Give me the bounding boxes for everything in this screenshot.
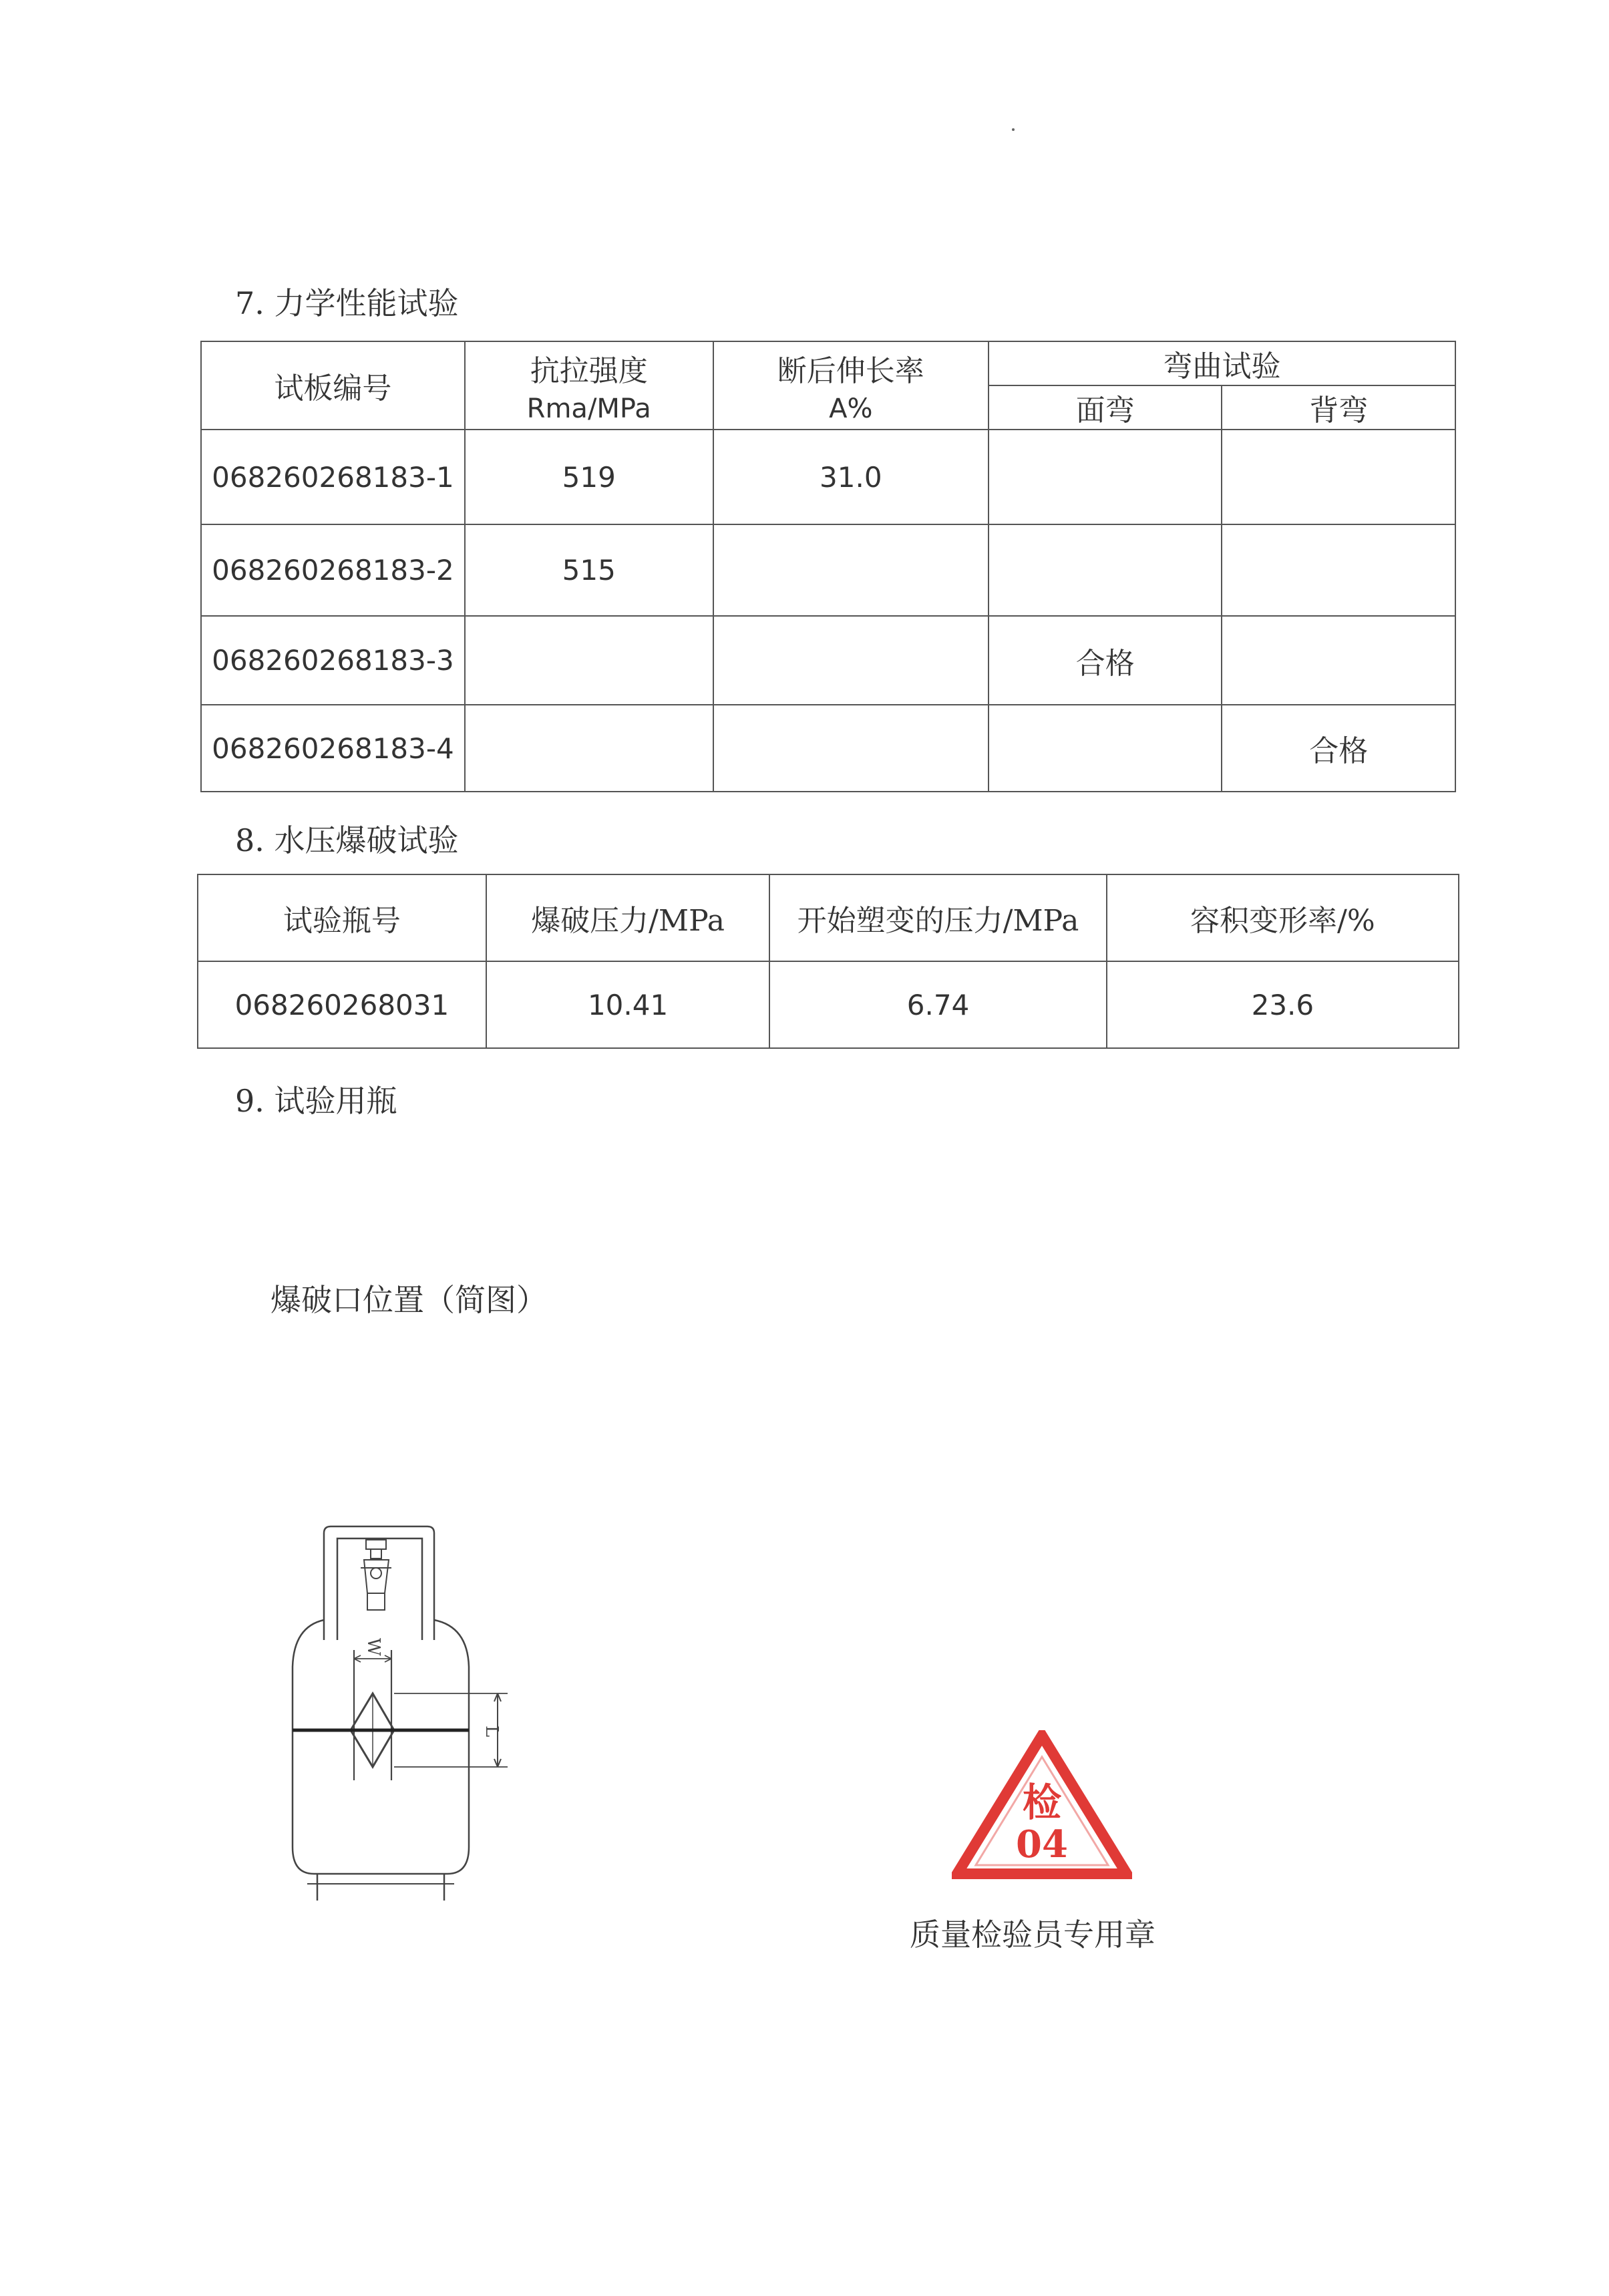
section9-heading: 9. 试验用瓶 (235, 1083, 397, 1119)
header-tensile-label: 抗拉强度 (530, 354, 648, 388)
inspector-stamp (952, 1730, 1132, 1884)
burst-pressure-value: 10.41 (486, 961, 770, 1048)
header-burst-pressure: 爆破压力/MPa (486, 874, 770, 961)
elongation-value (713, 524, 989, 616)
face-bend-value: 合格 (989, 616, 1222, 705)
face-bend-value (989, 430, 1222, 524)
yield-pressure-value: 6.74 (769, 961, 1106, 1048)
burst-location-caption: 爆破口位置（简图） (271, 1282, 547, 1318)
elongation-value (713, 705, 989, 792)
table-row (198, 961, 1459, 1048)
burst-test-table (197, 874, 1459, 1049)
gas-cylinder-diagram (267, 1500, 548, 1901)
header-tensile-unit: Rma/MPa (526, 393, 651, 424)
specimen-id: 068260268183-1 (201, 430, 465, 524)
stamp-text-top: 检 (1022, 1780, 1062, 1825)
stamp-text-bottom: 04 (1016, 1822, 1068, 1866)
length-label: L (482, 1726, 502, 1738)
elongation-value: 31.0 (713, 430, 989, 524)
header-tensile (465, 341, 713, 430)
header-volume-deformation: 容积变形率/% (1107, 874, 1459, 961)
face-bend-value (989, 705, 1222, 792)
scan-speck (1012, 128, 1015, 131)
table-row (201, 616, 1455, 705)
header-elongation-label: 断后伸长率 (777, 354, 924, 388)
header-face-bend: 面弯 (989, 385, 1222, 430)
tensile-value: 515 (465, 524, 713, 616)
tensile-value: 519 (465, 430, 713, 524)
table-row (201, 524, 1455, 616)
volume-deformation-value: 23.6 (1107, 961, 1459, 1048)
section7-heading: 7. 力学性能试验 (235, 285, 459, 321)
stamp-caption: 质量检验员专用章 (910, 1917, 1155, 1953)
table-row (201, 430, 1455, 524)
table-row (201, 705, 1455, 792)
header-bottle: 试验瓶号 (198, 874, 486, 961)
tensile-value (465, 616, 713, 705)
back-bend-value (1222, 616, 1455, 705)
back-bend-value (1222, 524, 1455, 616)
header-back-bend: 背弯 (1222, 385, 1455, 430)
header-specimen: 试板编号 (201, 341, 465, 430)
mechanical-test-table (200, 341, 1456, 792)
header-bend: 弯曲试验 (989, 341, 1455, 385)
header-elongation-unit: A% (829, 393, 873, 424)
header-yield-pressure: 开始塑变的压力/MPa (769, 874, 1106, 961)
elongation-value (713, 616, 989, 705)
specimen-id: 068260268183-2 (201, 524, 465, 616)
back-bend-value (1222, 430, 1455, 524)
section8-heading: 8. 水压爆破试验 (235, 822, 459, 858)
specimen-id: 068260268183-3 (201, 616, 465, 705)
bottle-id: 068260268031 (198, 961, 486, 1048)
back-bend-value: 合格 (1222, 705, 1455, 792)
specimen-id: 068260268183-4 (201, 705, 465, 792)
width-label: W (363, 1638, 383, 1656)
tensile-value (465, 705, 713, 792)
face-bend-value (989, 524, 1222, 616)
header-elongation (713, 341, 989, 430)
